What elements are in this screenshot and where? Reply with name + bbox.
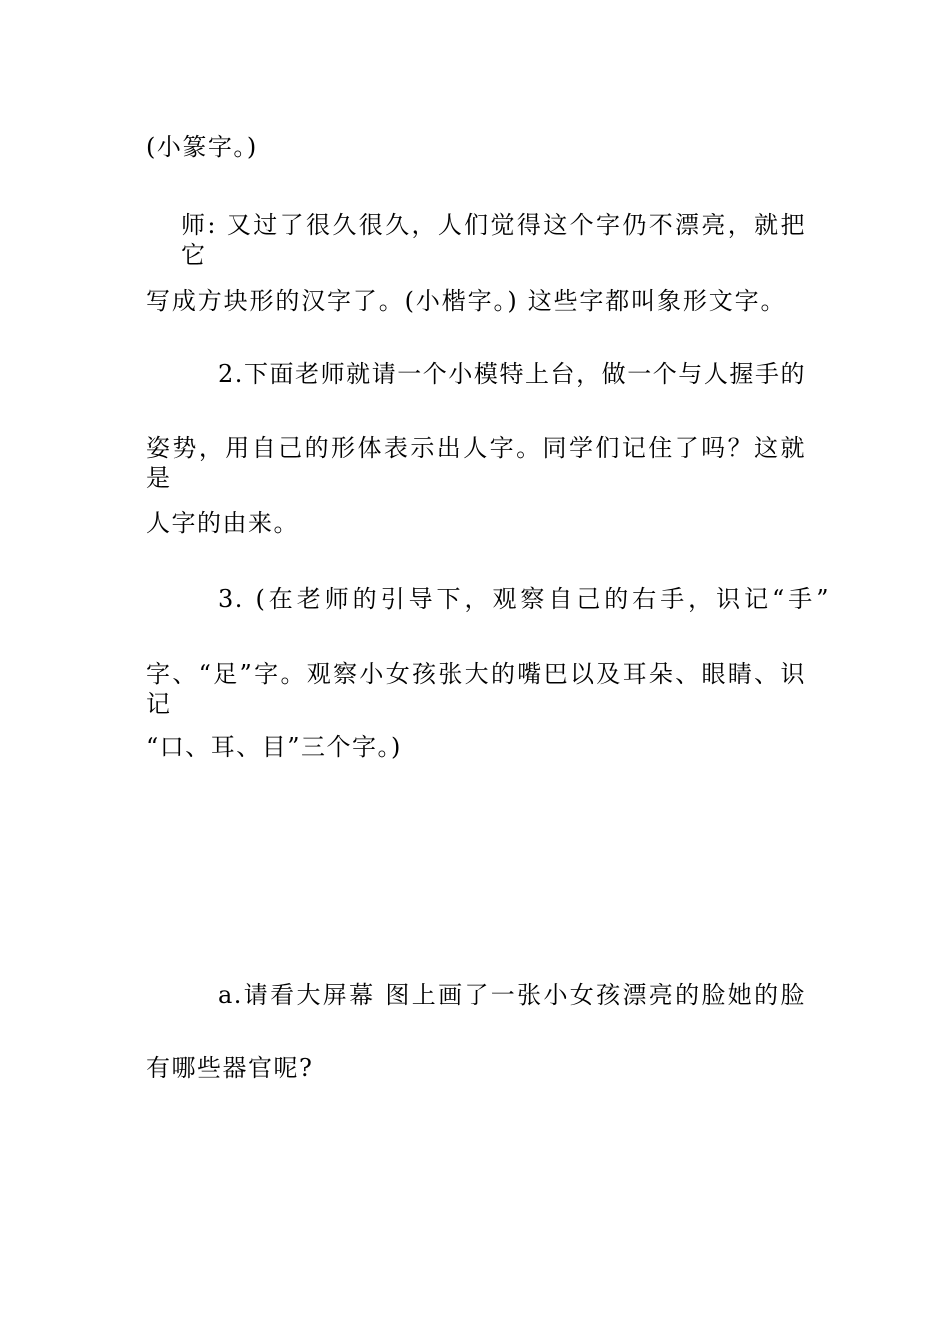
text-line-7: 3. (在老师的引导下，观察自己的右手，识记“手” <box>218 585 830 613</box>
text-line-9: “口、耳、目”三个字。) <box>146 733 402 761</box>
text-line-11: 有哪些器官呢? <box>146 1054 314 1082</box>
text-line-1: (小篆字。) <box>146 133 258 161</box>
text-line-10: a.请看大屏幕 图上画了一张小女孩漂亮的脸她的脸 <box>218 981 806 1009</box>
text-line-3: 写成方块形的汉字了。(小楷字。) 这些字都叫象形文字。 <box>146 287 786 315</box>
text-line-2: 师: 又过了很久很久，人们觉得这个字仍不漂亮，就把它 <box>181 211 806 269</box>
text-line-6: 人字的由来。 <box>146 509 299 537</box>
text-line-4: 2.下面老师就请一个小模特上台，做一个与人握手的 <box>218 360 806 388</box>
text-line-5: 姿势，用自己的形体表示出人字。同学们记住了吗？这就是 <box>146 434 806 492</box>
text-line-8: 字、“足”字。观察小女孩张大的嘴巴以及耳朵、眼睛、识记 <box>146 660 806 718</box>
